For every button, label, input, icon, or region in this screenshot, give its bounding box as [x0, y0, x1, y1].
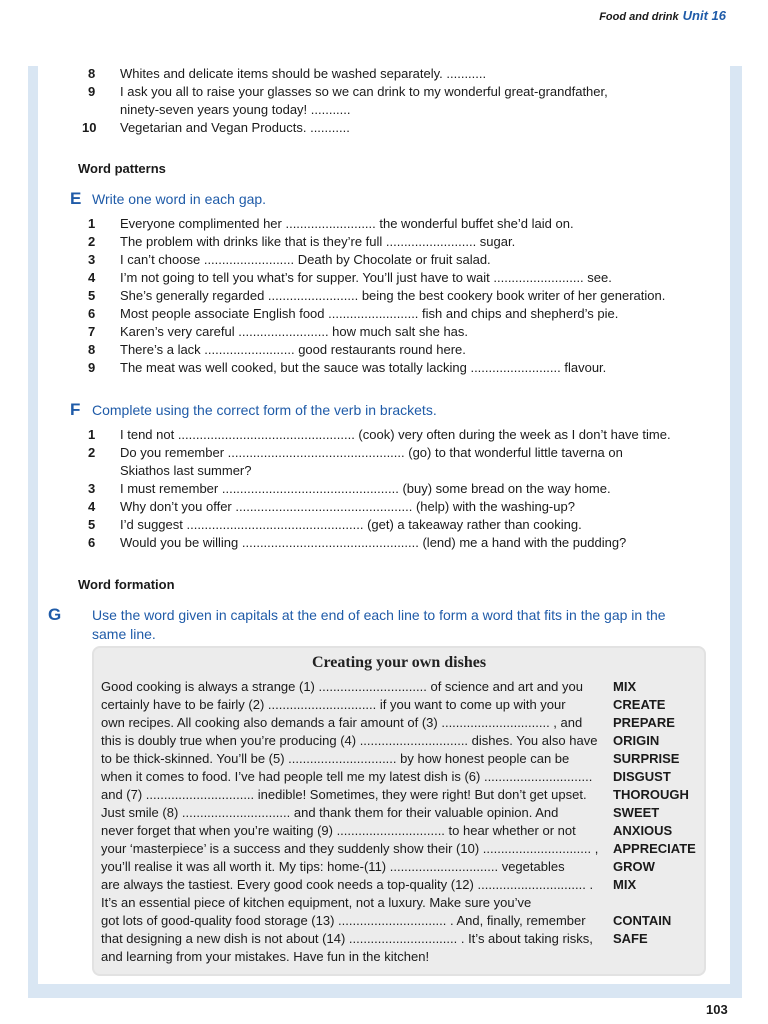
- item-text: Why don’t you offer ................................................. (help) with the washing-up?: [120, 499, 575, 514]
- header-section: Food and drink: [599, 11, 679, 23]
- line-keyword: [613, 894, 701, 912]
- item-text: Would you be willing ................................................. (lend) me a hand with the pudding?: [120, 535, 627, 550]
- running-header: [599, 8, 726, 23]
- text-line: [101, 804, 701, 822]
- list-item: [80, 65, 700, 83]
- list-item: [80, 462, 700, 480]
- line-text: are always the tastiest. Every good cook needs a top-quality (12) .............................. .: [101, 877, 594, 892]
- line-keyword: MIX: [613, 679, 637, 694]
- cloze-text-box: [94, 648, 704, 974]
- item-text: Most people associate English food ......................... fish and chips and shepherd’s pie.: [120, 306, 619, 321]
- item-text: I must remember ................................................. (buy) some bread on the way home.: [120, 481, 611, 496]
- list-item: [80, 215, 700, 233]
- word-patterns-heading: Word patterns: [78, 161, 166, 176]
- line-keyword: SWEET: [613, 805, 660, 820]
- task-instruction-text: Complete using the correct form of the verb in brackets.: [92, 402, 437, 418]
- item-number: 3: [88, 481, 96, 496]
- line-text: got lots of good-quality food storage (13) .............................. . And, finally, remember: [101, 913, 586, 928]
- list-item: [80, 323, 700, 341]
- text-line: [101, 930, 701, 948]
- list-item: [80, 480, 700, 498]
- text-box-title: Creating your own dishes: [311, 654, 487, 671]
- item-text: ninety-seven years young today! ...........: [120, 102, 351, 117]
- list-item: [80, 233, 700, 251]
- item-text: The problem with drinks like that is they’re full ......................... sugar.: [120, 234, 516, 249]
- line-text: your ‘masterpiece’ is a success and they suddenly show their (10) .............................. ,: [101, 841, 599, 856]
- item-number: 2: [88, 445, 96, 460]
- item-text: I’m not going to tell you what’s for supper. You’ll just have to wait ......................... see.: [120, 270, 612, 285]
- line-keyword: PREPARE: [613, 715, 675, 730]
- list-item: [80, 534, 700, 552]
- list-item: [80, 426, 700, 444]
- text-line: [101, 696, 701, 714]
- item-text: There’s a lack ......................... good restaurants round here.: [120, 342, 466, 357]
- task-e-instruction: [70, 189, 690, 209]
- line-keyword: ANXIOUS: [613, 823, 673, 838]
- line-keyword: CONTAIN: [613, 913, 672, 928]
- item-number: 6: [88, 535, 96, 550]
- list-item: [80, 498, 700, 516]
- task-f-items: [80, 426, 700, 552]
- word-formation-heading: Word formation: [78, 577, 175, 592]
- text-line: [101, 714, 701, 732]
- line-text: It’s an essential piece of kitchen equipment, not a luxury. Make sure you’ve: [101, 895, 532, 910]
- item-text: The meat was well cooked, but the sauce was totally lacking ......................... flavour.: [120, 360, 607, 375]
- item-text: Whites and delicate items should be washed separately. ...........: [120, 66, 487, 81]
- item-text: Karen’s very careful ......................... how much salt she has.: [120, 324, 469, 339]
- line-text: and learning from your mistakes. Have fun in the kitchen!: [101, 949, 430, 964]
- line-text: this is doubly true when you’re producing (4) .............................. dishes. You also have: [101, 733, 598, 748]
- item-number: [80, 101, 120, 119]
- line-keyword: GROW: [613, 859, 655, 874]
- text-line: [101, 948, 701, 966]
- text-line: [101, 840, 701, 858]
- item-number: 8: [88, 342, 96, 357]
- item-number: 2: [88, 234, 96, 249]
- line-text: Just smile (8) .............................. and thank them for their valuable opinion. And: [101, 805, 559, 820]
- list-item: [80, 305, 700, 323]
- text-line: [101, 822, 701, 840]
- list-item: [80, 101, 700, 119]
- list-item: [80, 444, 700, 462]
- line-keyword: CREATE: [613, 697, 666, 712]
- line-text: to be thick-skinned. You’ll be (5) .............................. by how honest people can be: [101, 751, 570, 766]
- line-text: never forget that when you’re waiting (9) .............................. to hear whether or not: [101, 823, 576, 838]
- item-number: [80, 462, 120, 480]
- line-keyword: ORIGIN: [613, 733, 660, 748]
- header-unit: Unit 16: [682, 8, 726, 23]
- item-text: She’s generally regarded ......................... being the best cookery book writer of her generation.: [120, 288, 666, 303]
- line-keyword: SURPRISE: [613, 751, 680, 766]
- item-text: I tend not ................................................. (cook) very often during the week as I don’t have time.: [120, 427, 671, 442]
- text-line: [101, 786, 701, 804]
- list-item: [80, 251, 700, 269]
- line-keyword: MIX: [613, 877, 637, 892]
- text-box-lines: [101, 678, 701, 966]
- line-keyword: THOROUGH: [613, 787, 689, 802]
- text-line: [101, 750, 701, 768]
- page-margin-band-right: [730, 66, 742, 986]
- text-line: [101, 768, 701, 786]
- line-text: you’ll realise it was all worth it. My tips: home-(11) .............................. vegetables: [101, 859, 565, 874]
- list-item: [80, 119, 700, 137]
- task-instruction-text: Write one word in each gap.: [92, 191, 267, 207]
- item-number: 6: [88, 306, 96, 321]
- item-number: 9: [88, 360, 96, 375]
- item-number: 7: [88, 324, 96, 339]
- line-text: that designing a new dish is not about (14) .............................. . It’s about taking risks,: [101, 931, 593, 946]
- task-letter: F: [70, 400, 81, 419]
- task-f-instruction: [70, 400, 690, 420]
- list-item: [80, 359, 700, 377]
- item-text: I can’t choose ......................... Death by Chocolate or fruit salad.: [120, 252, 491, 267]
- item-number: 1: [88, 216, 96, 231]
- item-text: Do you remember ................................................. (go) to that wonderful little taverna on: [120, 445, 623, 460]
- item-number: 5: [88, 288, 96, 303]
- item-number: 8: [88, 66, 96, 81]
- line-text: when it comes to food. I’ve had people tell me my latest dish is (6) ..............................: [101, 769, 593, 784]
- line-keyword: SAFE: [613, 931, 648, 946]
- page-margin-band-bottom: [28, 984, 742, 998]
- task-letter: E: [70, 189, 82, 208]
- text-line: [101, 912, 701, 930]
- list-item: [80, 269, 700, 287]
- task-e-items: [80, 215, 700, 377]
- previous-exercise-items: [80, 65, 700, 137]
- item-number: 10: [82, 120, 97, 135]
- list-item: [80, 83, 700, 101]
- item-text: I’d suggest ................................................. (get) a takeaway rather than cooking.: [120, 517, 582, 532]
- list-item: [80, 341, 700, 359]
- line-keyword: APPRECIATE: [613, 841, 696, 856]
- item-number: 1: [88, 427, 96, 442]
- item-text: Skiathos last summer?: [120, 463, 252, 478]
- item-number: 5: [88, 517, 96, 532]
- line-text: and (7) .............................. inedible! Sometimes, they were right! But don’t get upset.: [101, 787, 587, 802]
- line-text: own recipes. All cooking also demands a fair amount of (3) .............................. , and: [101, 715, 583, 730]
- page-number: 103: [706, 1002, 728, 1017]
- line-text: certainly have to be fairly (2) .............................. if you want to come up with your: [101, 697, 566, 712]
- item-number: 4: [88, 499, 96, 514]
- list-item: [80, 287, 700, 305]
- item-number: 3: [88, 252, 96, 267]
- item-text: Vegetarian and Vegan Products. ...........: [120, 120, 350, 135]
- item-text: Everyone complimented her ......................... the wonderful buffet she’d laid on.: [120, 216, 574, 231]
- page-margin-band-left: [28, 66, 38, 986]
- text-line: [101, 894, 701, 912]
- line-keyword: DISGUST: [613, 769, 671, 784]
- item-text: I ask you all to raise your glasses so we can drink to my wonderful great-grandfather,: [120, 84, 608, 99]
- item-number: 4: [88, 270, 96, 285]
- item-number: 9: [88, 84, 96, 99]
- text-line: [101, 876, 701, 894]
- line-text: Good cooking is always a strange (1) .............................. of science and art and you: [101, 679, 583, 694]
- task-letter: G: [48, 605, 62, 624]
- text-line: [101, 858, 701, 876]
- text-line: [101, 678, 701, 696]
- task-instruction-text: Use the word given in capitals at the end of each line to form a word that fits in the gap in the same line.: [92, 607, 666, 642]
- text-line: [101, 732, 701, 750]
- task-g-instruction: [48, 605, 692, 644]
- line-keyword: [613, 948, 701, 966]
- list-item: [80, 516, 700, 534]
